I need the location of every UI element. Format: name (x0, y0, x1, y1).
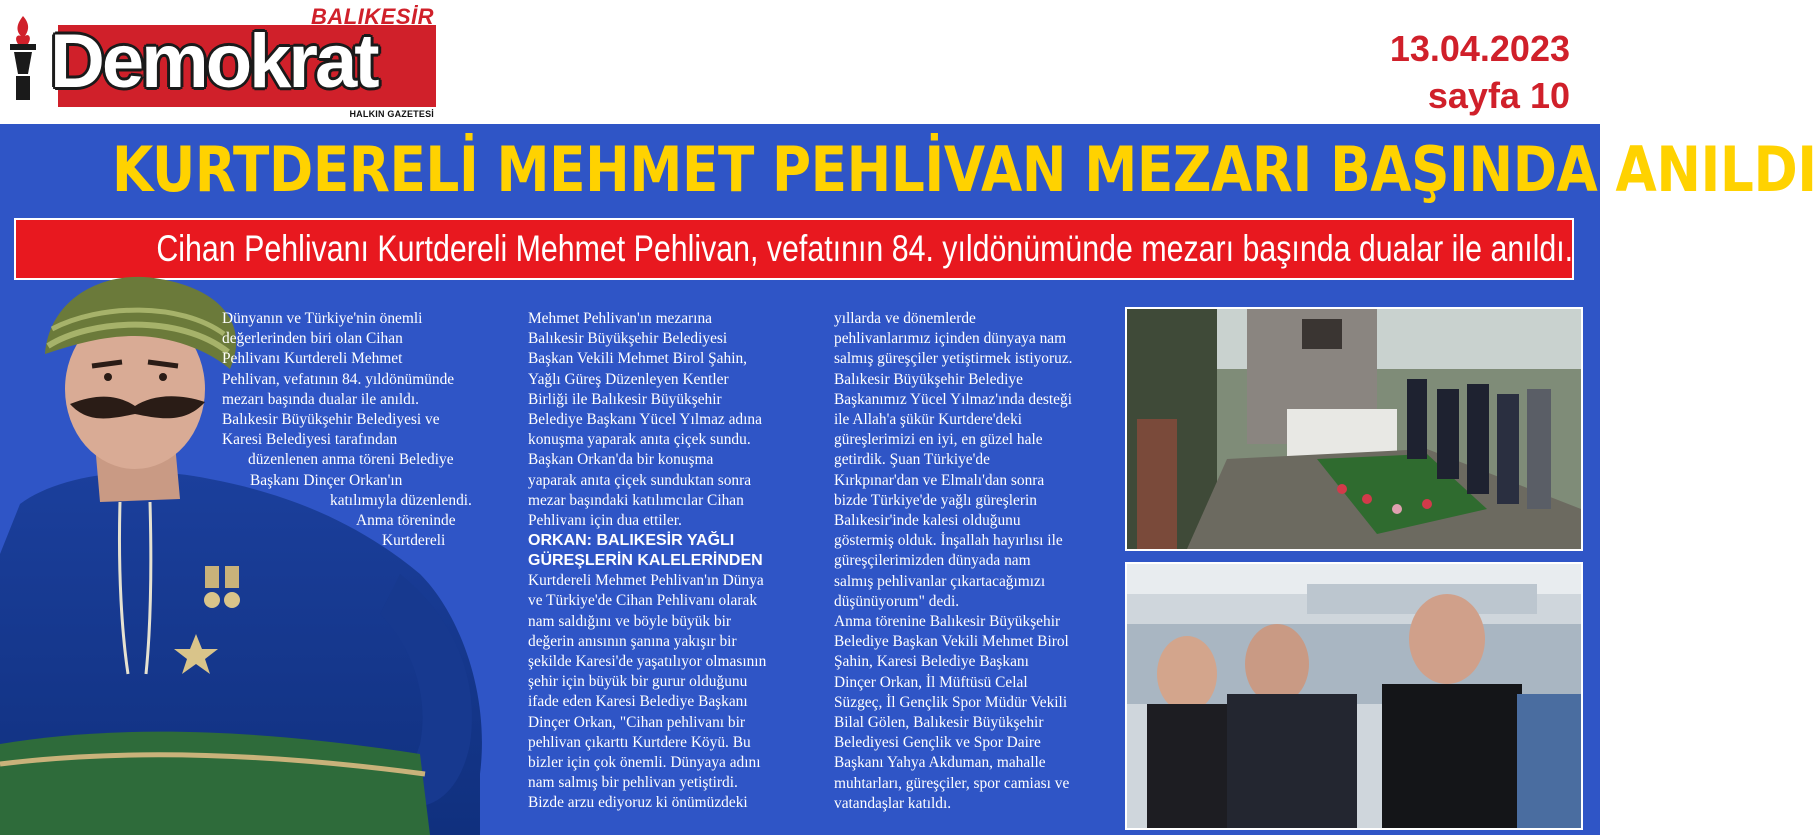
text-line: Başkanı Yahya Akduman, mahalle (834, 754, 1046, 772)
text-line: Kurtdereli (382, 532, 446, 550)
subtitle: Cihan Pehlivanı Kurtdereli Mehmet Pehlivan, vefatının 84. yıldönümünde mezarı başında dualar ile anıldı. (156, 228, 1574, 269)
text-line: katılımıyla düzenlendi. (330, 491, 472, 509)
text-line: güreşçilerimizden dünyada nam (834, 552, 1031, 570)
text-line: ve Türkiye'de Cihan Pehlivanı olarak (528, 592, 758, 610)
text-line: mezar başındaki katılımcılar Cihan (528, 491, 744, 509)
text-line: Kırkpınar'dan ve Elmalı'dan sonra (834, 471, 1045, 489)
column-3 (834, 309, 1118, 814)
text-line: bizler için çok önemli. Dünyaya adını (528, 754, 761, 772)
text-line: Balıkesir'inde kalesi olduğunu (834, 512, 1021, 530)
text-line: mezarı başında dualar ile anıldı. (222, 390, 420, 408)
text-line: muhtarları, güreşçiler, spor camiası ve (834, 774, 1070, 792)
text-line: Dinçer Orkan, İl Müftüsü Celal (834, 673, 1028, 691)
text-line: şehir için büyük bir gurur olduğunu (528, 673, 748, 691)
text-line: Anma törenine Balıkesir Büyükşehir (834, 613, 1061, 631)
text-line: Balıkesir Büyükşehir Belediyesi (528, 330, 728, 348)
text-line: bizde Türkiye'de yağlı güreşlerin (834, 491, 1037, 509)
subtitle-bar (14, 218, 1574, 280)
text-line: güreşlerimizi en iyi, en güzel hale (834, 431, 1043, 449)
text-line: pehlivanlarımız içinden dünyaya nam (834, 330, 1067, 348)
text-line: Başkanı Dinçer Orkan'ın (250, 471, 403, 489)
subheading: ORKAN: BALIKESİR YAĞLI GÜREŞLERİN KALELERİNDEN (528, 532, 763, 570)
text-line: düzenlenen anma töreni Belediye (248, 451, 454, 469)
torch-icon (6, 14, 40, 104)
text-line: Pehlivanı Kurtdereli Mehmet (222, 350, 403, 368)
article-panel (0, 124, 1817, 835)
text-line: Pehlivan, vefatının 84. yıldönümünde (222, 370, 455, 388)
headline: KURTDERELİ MEHMET PEHLİVAN MEZARI BAŞINDA ANILDI (112, 133, 1817, 206)
text-line: Kurtdereli Mehmet Pehlivan'ın Dünya (528, 572, 764, 590)
logo-city: BALIKESİR (310, 4, 434, 29)
text-line: nam saldığını ve böyle büyük bir (528, 612, 732, 630)
text-line: salmış pehlivanlar çıkartacağımızı (834, 572, 1046, 590)
text-line: Belediyesi Gençlik ve Spor Daire (834, 734, 1041, 752)
text-line: ifade eden Karesi Belediye Başkanı (528, 693, 748, 711)
logo-tagline: HALKIN GAZETESİ (349, 109, 434, 119)
text-line: getirdik. Şuan Türkiye'de (834, 451, 990, 469)
text-line: pehlivan çıkarttı Kurtdere Köyü. Bu (528, 733, 751, 751)
text-line: Dünyanın ve Türkiye'nin önemli (222, 310, 423, 327)
text-line: değerlerinden biri olan Cihan (222, 330, 403, 348)
text-line: Belediye Başkanı Yücel Yılmaz adına (528, 411, 762, 429)
text-line: Şahin, Karesi Belediye Başkanı (834, 653, 1029, 671)
logo-wordmark: Demokrat (50, 19, 377, 104)
text-line: salmış güreşçiler yetiştirmek istiyoruz. (834, 350, 1073, 368)
text-line: yıllarda ve dönemlerde (834, 310, 976, 327)
issue-date: 13.04.2023 (1389, 28, 1570, 69)
text-line: düşünüyorum" dedi. (834, 592, 960, 610)
column-2 (528, 309, 812, 814)
text-line: Pehlivanı için dua ettiler. (528, 512, 682, 530)
text-line: Bilal Gölen, Balıkesir Büyükşehir (834, 714, 1044, 732)
text-line: Bizde arzu ediyoruz ki önümüzdeki (528, 794, 748, 812)
text-line: göstermiş olduk. İnşallah hayırlısı ile (834, 532, 1063, 550)
text-line: Mehmet Pehlivan'ın mezarına (528, 310, 712, 327)
text-line: Başkan Vekili Mehmet Birol Şahin, (528, 350, 748, 368)
text-line: değerin anısının şanına yakışır bir (528, 632, 737, 650)
text-line: Süzgeç, İl Gençlik Spor Müdür Vekili (834, 693, 1068, 711)
text-line: Yağlı Güreş Düzenleyen Kentler (528, 370, 729, 388)
ceremony-photo (1125, 307, 1583, 551)
text-line: Dinçer Orkan, "Cihan pehlivanı bir (528, 713, 745, 731)
text-line: yaparak anıta çiçek sunduktan sonra (528, 471, 752, 489)
text-line: Anma töreninde (356, 512, 456, 530)
text-line: Başkanımız Yücel Yılmaz'ında desteği (834, 390, 1072, 408)
text-line: konuşma yaparak anıta çiçek sundu. (528, 431, 751, 449)
text-line: Belediye Başkan Vekili Mehmet Birol (834, 633, 1069, 651)
masthead (0, 0, 1600, 122)
column-1 (222, 309, 512, 551)
text-line: Balıkesir Büyükşehir Belediye (834, 370, 1023, 388)
text-line: vatandaşlar katıldı. (834, 794, 952, 812)
logo (44, 4, 436, 119)
greeting-photo (1125, 562, 1583, 830)
text-line: Başkan Orkan'da bir konuşma (528, 451, 714, 469)
text-line: nam salmış bir pehlivan yetiştirdi. (528, 774, 738, 792)
text-line: Karesi Belediyesi tarafından (222, 431, 398, 449)
text-line: Balıkesir Büyükşehir Belediyesi ve (222, 411, 440, 429)
page-number: sayfa 10 (1427, 75, 1570, 116)
text-line: ile Allah'a şükür Kurtdere'deki (834, 411, 1023, 429)
text-line: Birliği ile Balıkesir Büyükşehir (528, 390, 722, 408)
text-line: şekilde Karesi'de yaşatılıyor olmasının (528, 653, 767, 671)
